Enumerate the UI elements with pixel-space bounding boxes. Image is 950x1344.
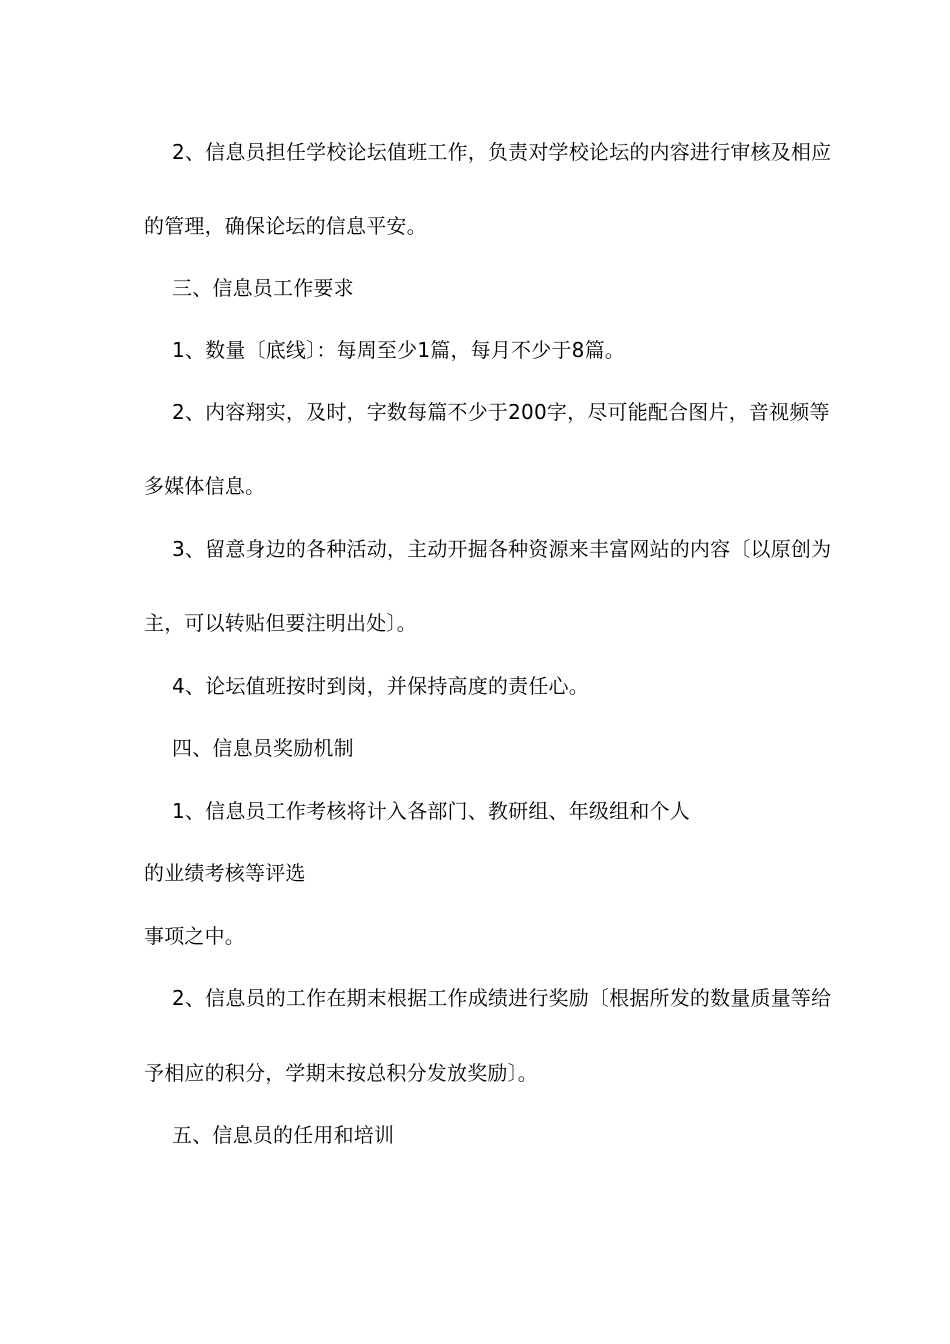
paragraph-line: 1、数量〔底线〕：每周至少1篇，每月不少于8篇。 [172,338,625,362]
paragraph-line: 2、信息员担任学校论坛值班工作，负责对学校论坛的内容进行审核及相应 [172,140,832,164]
paragraph-line: 2、信息员的工作在期末根据工作成绩进行奖励〔根据所发的数量质量等给 [172,986,832,1010]
paragraph-line: 的管理，确保论坛的信息平安。 [144,214,427,238]
paragraph-line: 事项之中。 [144,924,245,948]
paragraph-line: 主，可以转贴但要注明出处〕。 [144,611,417,635]
paragraph-line: 的业绩考核等评选 [144,861,306,885]
paragraph-line: 4、论坛值班按时到岗，并保持高度的责任心。 [172,674,589,698]
paragraph-line: 2、内容翔实，及时，字数每篇不少于200字，尽可能配合图片，音视频等 [172,400,830,424]
paragraph-line: 1、信息员工作考核将计入各部门、教研组、年级组和个人 [172,799,690,823]
section-heading: 五、信息员的任用和培训 [172,1123,395,1147]
paragraph-line: 予相应的积分，学期末按总积分发放奖励〕。 [144,1061,538,1085]
section-heading: 三、信息员工作要求 [172,276,354,300]
paragraph-line: 3、留意身边的各种活动，主动开掘各种资源来丰富网站的内容〔以原创为 [172,537,832,561]
paragraph-line: 多媒体信息。 [144,474,266,498]
section-heading: 四、信息员奖励机制 [172,736,354,760]
